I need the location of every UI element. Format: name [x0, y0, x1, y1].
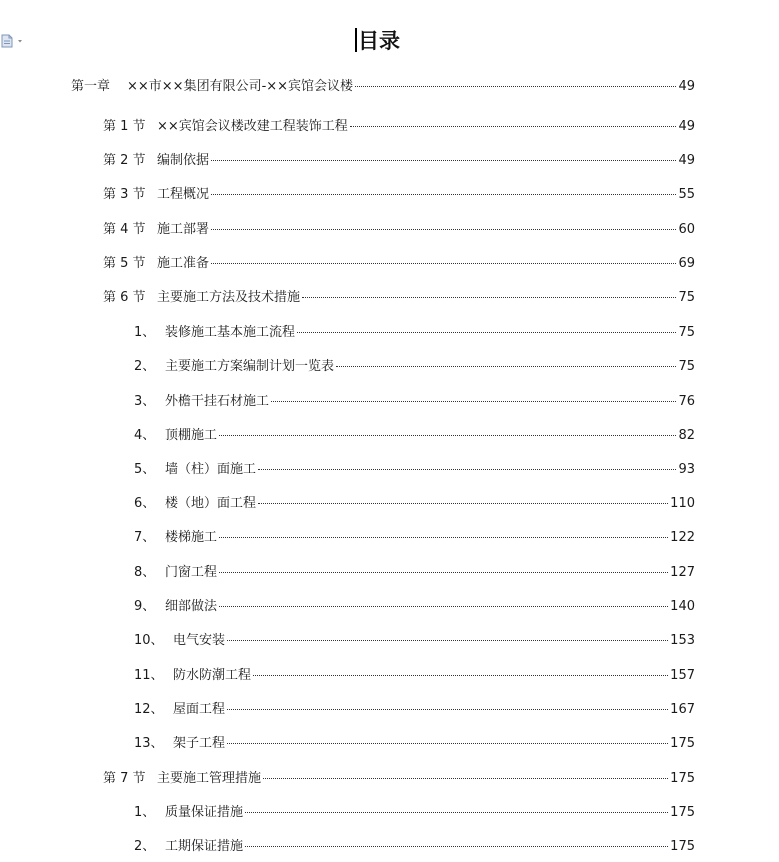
toc-entry-title: 细部做法: [165, 599, 218, 614]
toc-entry[interactable]: [103, 117, 695, 137]
toc-entry-number: 8、: [134, 565, 156, 580]
document-icon[interactable]: [0, 33, 26, 47]
toc-page-number: 69: [678, 256, 695, 271]
toc-entry-title: 施工部署: [157, 222, 210, 237]
toc-entry-number: 4、: [134, 428, 156, 443]
toc-page-number: 76: [678, 394, 695, 409]
toc-entry-number: 第 2 节: [103, 153, 146, 168]
toc-page-number: 93: [678, 462, 695, 477]
toc-entry[interactable]: [103, 151, 695, 171]
toc-dot-leader: [336, 366, 676, 367]
toc-page-number: 153: [670, 633, 695, 648]
toc-page-number: 157: [670, 668, 695, 683]
toc-dot-leader: [245, 812, 668, 813]
toc-page-number: 140: [670, 599, 695, 614]
toc-entry-number: 第 3 节: [103, 187, 146, 202]
toc-entry[interactable]: [103, 185, 695, 205]
toc-entry[interactable]: [134, 426, 695, 446]
toc-dot-leader: [253, 675, 668, 676]
toc-entry-title: 顶棚施工: [165, 428, 218, 443]
toc-page-number: 82: [678, 428, 695, 443]
toc-entry-number: 3、: [134, 394, 156, 409]
toc-entry[interactable]: [134, 563, 695, 583]
page-title: [355, 26, 400, 56]
toc-entry[interactable]: [134, 494, 695, 514]
toc-entry-title: 质量保证措施: [165, 805, 244, 820]
toc-dot-leader: [258, 469, 676, 470]
toc-entry-title: 编制依据: [157, 153, 210, 168]
toc-entry-number: 11、: [134, 668, 164, 683]
text-cursor: [355, 28, 357, 52]
toc-entry-number: 第 7 节: [103, 771, 146, 786]
toc-entry[interactable]: [103, 220, 695, 240]
toc-entry-title: 电气安装: [173, 633, 226, 648]
toc-entry-title: 主要施工方案编制计划一览表: [165, 359, 335, 374]
toc-page-number: 167: [670, 702, 695, 717]
toc-entry[interactable]: [71, 77, 695, 97]
toc-entry[interactable]: [103, 254, 695, 274]
toc-entry-number: 第 4 节: [103, 222, 146, 237]
title-text: 目录: [358, 28, 400, 53]
toc-entry[interactable]: [134, 460, 695, 480]
toc-entry[interactable]: [134, 837, 695, 857]
toc-dot-leader: [297, 332, 676, 333]
toc-entry-title: 外檐干挂石材施工: [165, 394, 270, 409]
toc-dot-leader: [211, 229, 676, 230]
toc-entry-number: 2、: [134, 839, 156, 854]
toc-entry-number: 2、: [134, 359, 156, 374]
toc-entry-number: 12、: [134, 702, 164, 717]
toc-dot-leader: [258, 503, 668, 504]
toc-page-number: 75: [678, 325, 695, 340]
toc-entry-number: 1、: [134, 805, 156, 820]
toc-dot-leader: [211, 160, 676, 161]
toc-page-number: 175: [670, 771, 695, 786]
toc-entry-number: 6、: [134, 496, 156, 511]
toc-entry[interactable]: [103, 288, 695, 308]
toc-entry-title: 防水防潮工程: [173, 668, 252, 683]
toc-page-number: 49: [678, 79, 695, 94]
toc-page-number: 49: [678, 119, 695, 134]
toc-entry-title: 工程概况: [157, 187, 210, 202]
toc-entry-number: 13、: [134, 736, 164, 751]
toc-page-number: 75: [678, 359, 695, 374]
toc-entry[interactable]: [134, 597, 695, 617]
toc-entry[interactable]: [134, 700, 695, 720]
toc-entry-number: 第 1 节: [103, 119, 146, 134]
toc-entry-number: 10、: [134, 633, 164, 648]
toc-entry-title: 架子工程: [173, 736, 226, 751]
toc-entry-title: 主要施工方法及技术措施: [157, 290, 301, 305]
toc-dot-leader: [245, 846, 668, 847]
toc-entry-number: 第 5 节: [103, 256, 146, 271]
toc-entry-title: 屋面工程: [173, 702, 226, 717]
toc-dot-leader: [271, 401, 676, 402]
toc-dot-leader: [302, 297, 676, 298]
toc-dot-leader: [263, 778, 668, 779]
toc-page-number: 175: [670, 805, 695, 820]
toc-dot-leader: [219, 606, 668, 607]
toc-entry[interactable]: [134, 528, 695, 548]
toc-page-number: 60: [678, 222, 695, 237]
toc-dot-leader: [350, 126, 677, 127]
toc-entry-title: 主要施工管理措施: [157, 771, 262, 786]
toc-entry[interactable]: [134, 631, 695, 651]
toc-entry-title: 施工准备: [157, 256, 210, 271]
toc-dot-leader: [355, 86, 676, 87]
toc-dot-leader: [211, 194, 676, 195]
toc-page-number: 49: [678, 153, 695, 168]
toc-dot-leader: [227, 709, 668, 710]
toc-entry-title: ××市××集团有限公司-××宾馆会议楼: [127, 79, 354, 94]
toc-entry[interactable]: [134, 666, 695, 686]
toc-entry[interactable]: [134, 357, 695, 377]
toc-entry-title: 墙（柱）面施工: [165, 462, 257, 477]
toc-entry-number: 9、: [134, 599, 156, 614]
toc-entry-number: 第一章: [71, 79, 111, 94]
toc-dot-leader: [219, 435, 676, 436]
toc-entry-number: 7、: [134, 530, 156, 545]
toc-page-number: 75: [678, 290, 695, 305]
toc-dot-leader: [227, 743, 668, 744]
toc-entry[interactable]: [134, 734, 695, 754]
toc-page-number: 175: [670, 839, 695, 854]
toc-dot-leader: [219, 572, 668, 573]
toc-entry[interactable]: [103, 769, 695, 789]
toc-entry-title: ××宾馆会议楼改建工程装饰工程: [157, 119, 348, 134]
toc-entry-number: 第 6 节: [103, 290, 146, 305]
toc-entry-title: 楼（地）面工程: [165, 496, 257, 511]
toc-entry[interactable]: [134, 323, 695, 343]
toc-dot-leader: [227, 640, 668, 641]
toc-page-number: 55: [678, 187, 695, 202]
toc-entry[interactable]: [134, 803, 695, 823]
toc-entry-title: 楼梯施工: [165, 530, 218, 545]
toc-entry-number: 5、: [134, 462, 156, 477]
toc-page-number: 127: [670, 565, 695, 580]
toc-entry-title: 装修施工基本施工流程: [165, 325, 296, 340]
toc-dot-leader: [219, 537, 668, 538]
toc-entry-title: 门窗工程: [165, 565, 218, 580]
toc-entry-title: 工期保证措施: [165, 839, 244, 854]
toc-dot-leader: [211, 263, 676, 264]
toc-page-number: 110: [670, 496, 695, 511]
toc-entry-number: 1、: [134, 325, 156, 340]
toc-page-number: 122: [670, 530, 695, 545]
toc-entry[interactable]: [134, 392, 695, 412]
toc-page-number: 175: [670, 736, 695, 751]
